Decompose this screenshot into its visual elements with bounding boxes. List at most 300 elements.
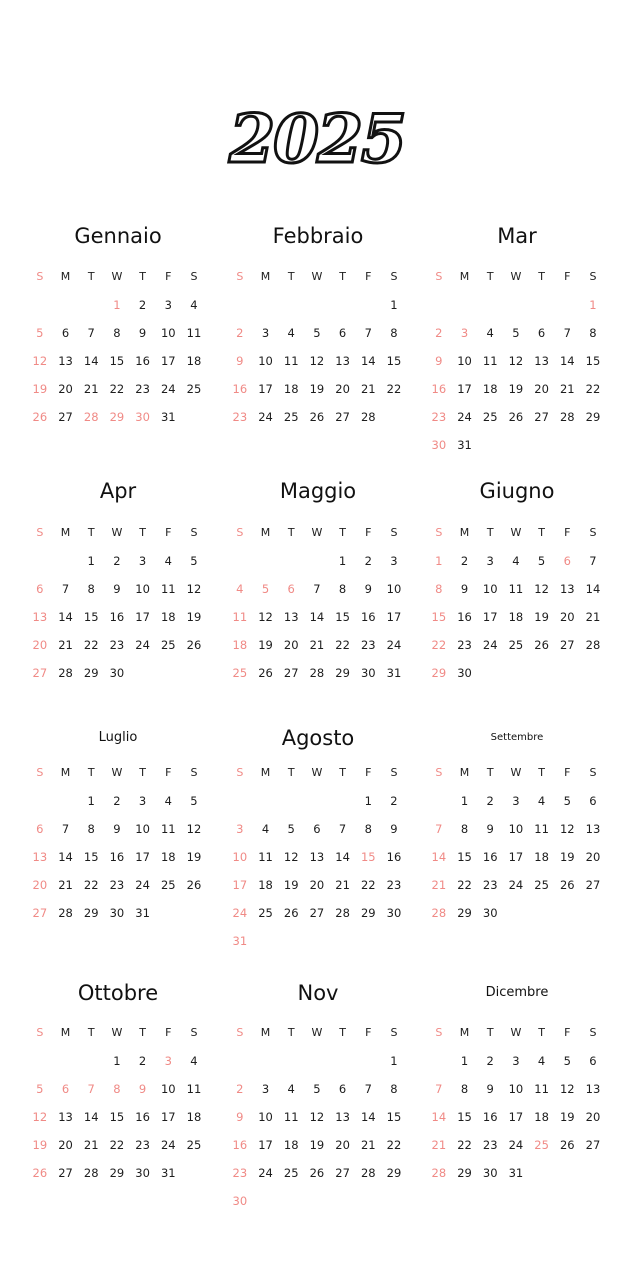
day: 15 [431, 610, 447, 624]
day: 7 [563, 326, 571, 340]
month-days [426, 1023, 606, 1191]
day: 20 [283, 638, 299, 652]
weekday-header: S [236, 1026, 244, 1039]
day: 25 [160, 878, 176, 892]
holiday-day: 5 [261, 582, 270, 596]
day: 12 [559, 822, 575, 836]
weekday-header: W [111, 526, 123, 539]
weekday-header: M [60, 526, 71, 539]
day: 3 [138, 794, 147, 808]
weekday-header: S [190, 766, 198, 779]
day: 22 [360, 878, 376, 892]
day: 16 [386, 850, 402, 864]
weekday-header: F [564, 1026, 571, 1039]
day: 16 [109, 610, 125, 624]
empty-cell [253, 295, 279, 323]
empty-cell [27, 295, 53, 323]
day: 22 [83, 638, 99, 652]
month-title: Maggio [279, 479, 357, 503]
month-days [27, 1023, 207, 1191]
empty-cell [426, 791, 452, 819]
day: 13 [58, 354, 73, 368]
day: 16 [457, 610, 472, 624]
day: 17 [160, 354, 176, 368]
day: 11 [482, 354, 498, 368]
day: 14 [559, 354, 575, 368]
day: 30 [457, 666, 472, 680]
day: 18 [283, 382, 299, 396]
day: 26 [186, 638, 202, 652]
weekday-header: S [36, 270, 44, 283]
day: 20 [58, 382, 73, 396]
day: 17 [160, 1110, 176, 1124]
day: 23 [386, 878, 402, 892]
weekday-header: S [190, 526, 198, 539]
weekday-header: S [236, 766, 244, 779]
day: 9 [113, 822, 121, 836]
day: 16 [232, 382, 248, 396]
day: 16 [482, 1110, 498, 1124]
day: 7 [435, 1082, 443, 1096]
month-days [27, 523, 207, 691]
day: 2 [113, 554, 121, 568]
day: 23 [135, 1138, 150, 1152]
weekday-header: M [60, 270, 71, 283]
day: 5 [313, 326, 321, 340]
day: 14 [83, 1110, 99, 1124]
day: 8 [87, 822, 95, 836]
day: 11 [534, 822, 549, 836]
month-title: Ottobre [77, 981, 159, 1005]
day: 4 [190, 298, 198, 312]
weekday-header: T [339, 526, 346, 539]
day: 14 [335, 850, 350, 864]
weekday-header: W [510, 526, 522, 539]
day: 19 [32, 1138, 48, 1152]
day: 31 [160, 410, 176, 424]
day: 13 [32, 850, 48, 864]
day: 18 [534, 1110, 549, 1124]
weekday-header: T [87, 526, 95, 539]
day: 23 [482, 878, 498, 892]
day: 30 [360, 666, 376, 680]
empty-cell [304, 551, 330, 579]
day: 3 [512, 1054, 520, 1068]
day: 26 [32, 410, 48, 424]
day: 30 [109, 906, 125, 920]
day: 13 [283, 610, 299, 624]
day: 20 [58, 1138, 73, 1152]
day: 21 [58, 878, 73, 892]
month-days [27, 267, 207, 435]
weekday-header: M [459, 766, 470, 779]
day: 27 [534, 410, 549, 424]
day: 19 [309, 382, 325, 396]
day: 24 [135, 878, 150, 892]
day: 25 [232, 666, 248, 680]
day: 17 [232, 878, 248, 892]
weekday-header: S [390, 526, 398, 539]
empty-cell [27, 1051, 53, 1079]
day: 26 [559, 878, 575, 892]
day: 6 [61, 326, 70, 340]
day: 30 [482, 1166, 498, 1180]
day: 10 [457, 354, 472, 368]
day: 5 [512, 326, 520, 340]
day: 4 [164, 794, 172, 808]
day: 17 [258, 382, 273, 396]
day: 6 [589, 1054, 597, 1068]
weekday-header: T [339, 766, 346, 779]
empty-cell [53, 1051, 79, 1079]
weekday-header: T [87, 766, 95, 779]
day: 24 [232, 906, 248, 920]
day: 27 [58, 410, 73, 424]
day: 1 [87, 794, 95, 808]
weekday-header: W [510, 1026, 522, 1039]
day: 13 [534, 354, 549, 368]
day: 26 [186, 878, 202, 892]
day: 14 [360, 1110, 376, 1124]
day: 19 [508, 382, 524, 396]
day: 18 [534, 850, 549, 864]
day: 15 [83, 610, 99, 624]
weekday-header: M [260, 526, 271, 539]
weekday-header: W [111, 766, 123, 779]
day: 1 [390, 1054, 398, 1068]
day: 2 [390, 794, 398, 808]
day: 15 [457, 850, 472, 864]
month-title: Nov [297, 981, 339, 1005]
day: 30 [109, 666, 125, 680]
day: 22 [386, 1138, 402, 1152]
day: 16 [135, 1110, 150, 1124]
day: 25 [160, 638, 176, 652]
day: 20 [559, 610, 575, 624]
day: 24 [482, 638, 498, 652]
day: 13 [335, 354, 350, 368]
weekday-header: T [87, 270, 95, 283]
weekday-header: T [486, 766, 494, 779]
day: 6 [338, 1082, 347, 1096]
month-days [227, 1023, 407, 1219]
day: 7 [61, 582, 70, 596]
day: 22 [457, 878, 472, 892]
weekday-header: S [435, 270, 443, 283]
day: 26 [534, 638, 549, 652]
day: 23 [109, 878, 125, 892]
day: 10 [160, 326, 176, 340]
day: 12 [559, 1082, 575, 1096]
day: 7 [364, 1082, 372, 1096]
day: 25 [534, 878, 549, 892]
day: 6 [537, 326, 546, 340]
day: 7 [87, 326, 95, 340]
empty-cell [426, 295, 452, 323]
day: 6 [589, 794, 597, 808]
month-title: Settembre [490, 732, 544, 743]
holiday-day: 1 [113, 298, 121, 312]
empty-cell [253, 791, 279, 819]
day: 19 [534, 610, 549, 624]
day: 1 [460, 794, 469, 808]
day: 1 [113, 1054, 121, 1068]
weekday-header: T [139, 526, 146, 539]
day: 21 [83, 1138, 99, 1152]
weekday-header: S [390, 270, 398, 283]
day: 3 [390, 554, 398, 568]
day: 1 [87, 554, 95, 568]
day: 8 [390, 1082, 398, 1096]
day: 18 [283, 1138, 299, 1152]
day: 24 [508, 878, 524, 892]
day: 8 [364, 822, 372, 836]
weekday-header: T [538, 270, 545, 283]
day: 10 [482, 582, 498, 596]
day: 27 [335, 1166, 350, 1180]
day: 12 [258, 610, 273, 624]
day: 8 [338, 582, 347, 596]
weekday-header: F [564, 526, 571, 539]
month-days [227, 267, 407, 435]
empty-cell [330, 1051, 356, 1079]
weekday-header: S [36, 526, 44, 539]
day: 13 [58, 1110, 73, 1124]
day: 29 [83, 906, 99, 920]
day: 28 [559, 410, 575, 424]
day: 20 [585, 1110, 601, 1124]
day: 4 [512, 554, 520, 568]
day: 5 [287, 822, 295, 836]
month-title: Dicembre [485, 985, 549, 1000]
holiday-day: 6 [61, 1082, 70, 1096]
day: 23 [482, 1138, 498, 1152]
day: 13 [309, 850, 325, 864]
empty-cell [27, 551, 53, 579]
empty-cell [330, 791, 356, 819]
day: 3 [138, 554, 147, 568]
day: 15 [335, 610, 350, 624]
day: 26 [283, 906, 299, 920]
day: 1 [338, 554, 347, 568]
day: 16 [109, 850, 125, 864]
day: 24 [258, 1166, 273, 1180]
day: 23 [232, 1166, 248, 1180]
weekday-header: W [510, 766, 522, 779]
day: 4 [164, 554, 172, 568]
day: 24 [160, 382, 176, 396]
weekday-header: M [459, 1026, 470, 1039]
day: 15 [109, 354, 125, 368]
empty-cell [355, 1051, 381, 1079]
empty-cell [253, 551, 279, 579]
day: 21 [335, 878, 350, 892]
day: 8 [435, 582, 443, 596]
day: 23 [109, 638, 125, 652]
weekday-header: T [538, 1026, 545, 1039]
day: 29 [335, 666, 350, 680]
day: 22 [431, 638, 447, 652]
day: 27 [335, 410, 350, 424]
day: 2 [236, 1082, 244, 1096]
empty-cell [278, 551, 304, 579]
day: 20 [585, 850, 601, 864]
weekday-header: M [260, 1026, 271, 1039]
day: 3 [486, 554, 494, 568]
day: 9 [364, 582, 372, 596]
day: 19 [283, 878, 299, 892]
empty-cell [253, 1051, 279, 1079]
day: 9 [236, 354, 244, 368]
day: 28 [335, 906, 350, 920]
month-title: Apr [99, 479, 137, 503]
day: 9 [138, 326, 147, 340]
day: 11 [258, 850, 273, 864]
day: 11 [283, 1110, 299, 1124]
weekday-header: S [236, 526, 244, 539]
day: 7 [313, 582, 321, 596]
weekday-header: S [390, 1026, 398, 1039]
day: 12 [186, 582, 202, 596]
day: 28 [431, 906, 447, 920]
day: 22 [83, 878, 99, 892]
day: 24 [160, 1138, 176, 1152]
day: 15 [386, 354, 402, 368]
weekday-header: M [60, 766, 71, 779]
day: 18 [160, 850, 176, 864]
day: 27 [559, 638, 575, 652]
day: 26 [309, 410, 325, 424]
day: 8 [390, 326, 398, 340]
weekday-header: M [459, 526, 470, 539]
day: 14 [360, 354, 376, 368]
day: 19 [309, 1138, 325, 1152]
day: 30 [232, 1194, 248, 1208]
day: 12 [508, 354, 524, 368]
day: 15 [585, 354, 601, 368]
day: 3 [164, 298, 172, 312]
weekday-header: F [365, 270, 372, 283]
month-days [27, 763, 207, 931]
day: 10 [232, 850, 248, 864]
day: 28 [360, 410, 376, 424]
empty-cell [304, 1051, 330, 1079]
day: 9 [236, 1110, 244, 1124]
day: 20 [534, 382, 549, 396]
day: 7 [61, 822, 70, 836]
day: 22 [585, 382, 601, 396]
day: 16 [482, 850, 498, 864]
day: 8 [87, 582, 95, 596]
empty-cell [278, 791, 304, 819]
day: 10 [508, 1082, 524, 1096]
holiday-day: 1 [589, 298, 597, 312]
day: 22 [335, 638, 350, 652]
weekday-header: S [589, 270, 597, 283]
day: 25 [283, 1166, 299, 1180]
day: 21 [585, 610, 601, 624]
day: 4 [287, 1082, 295, 1096]
empty-cell [330, 295, 356, 323]
empty-cell [27, 791, 53, 819]
day: 26 [559, 1138, 575, 1152]
day: 19 [186, 610, 202, 624]
day: 29 [83, 666, 99, 680]
empty-cell [78, 1051, 104, 1079]
day: 2 [460, 554, 469, 568]
day: 13 [585, 1082, 601, 1096]
month-days [426, 267, 606, 463]
day: 2 [138, 1054, 147, 1068]
day: 3 [261, 1082, 270, 1096]
empty-cell [227, 295, 253, 323]
day: 5 [563, 794, 571, 808]
day: 14 [83, 354, 99, 368]
day: 27 [58, 1166, 73, 1180]
month-title: Mar [497, 224, 537, 248]
weekday-header: M [260, 270, 271, 283]
day: 9 [390, 822, 398, 836]
weekday-header: S [36, 1026, 44, 1039]
day: 29 [109, 1166, 125, 1180]
holiday-day: 6 [563, 554, 571, 568]
day: 25 [482, 410, 498, 424]
day: 21 [83, 382, 99, 396]
weekday-header: T [287, 270, 295, 283]
day: 9 [486, 822, 494, 836]
day: 27 [283, 666, 299, 680]
empty-cell [227, 791, 253, 819]
day: 21 [431, 878, 447, 892]
day: 25 [283, 410, 299, 424]
day: 2 [364, 554, 372, 568]
day: 12 [309, 354, 325, 368]
day: 12 [309, 1110, 325, 1124]
holiday-day: 25 [534, 1138, 549, 1152]
weekday-header: F [365, 1026, 372, 1039]
weekday-header: S [190, 1026, 198, 1039]
day: 18 [232, 638, 248, 652]
day: 11 [508, 582, 524, 596]
weekday-header: T [287, 766, 295, 779]
weekday-header: T [139, 1026, 146, 1039]
day: 16 [360, 610, 376, 624]
weekday-header: M [60, 1026, 71, 1039]
holiday-day: 3 [460, 326, 469, 340]
day: 12 [186, 822, 202, 836]
month-title: Giugno [479, 479, 555, 503]
day: 17 [508, 1110, 524, 1124]
day: 5 [36, 1082, 44, 1096]
day: 10 [508, 822, 524, 836]
day: 26 [32, 1166, 48, 1180]
weekday-header: S [589, 766, 597, 779]
day: 11 [534, 1082, 549, 1096]
day: 25 [508, 638, 524, 652]
day: 26 [508, 410, 524, 424]
holiday-day: 29 [109, 410, 125, 424]
day: 31 [232, 934, 248, 948]
day: 31 [135, 906, 150, 920]
day: 18 [186, 354, 202, 368]
day: 28 [309, 666, 325, 680]
day: 29 [457, 906, 472, 920]
day: 23 [431, 410, 447, 424]
day: 31 [457, 438, 472, 452]
day: 13 [585, 822, 601, 836]
day: 21 [360, 1138, 376, 1152]
weekday-header: T [486, 1026, 494, 1039]
